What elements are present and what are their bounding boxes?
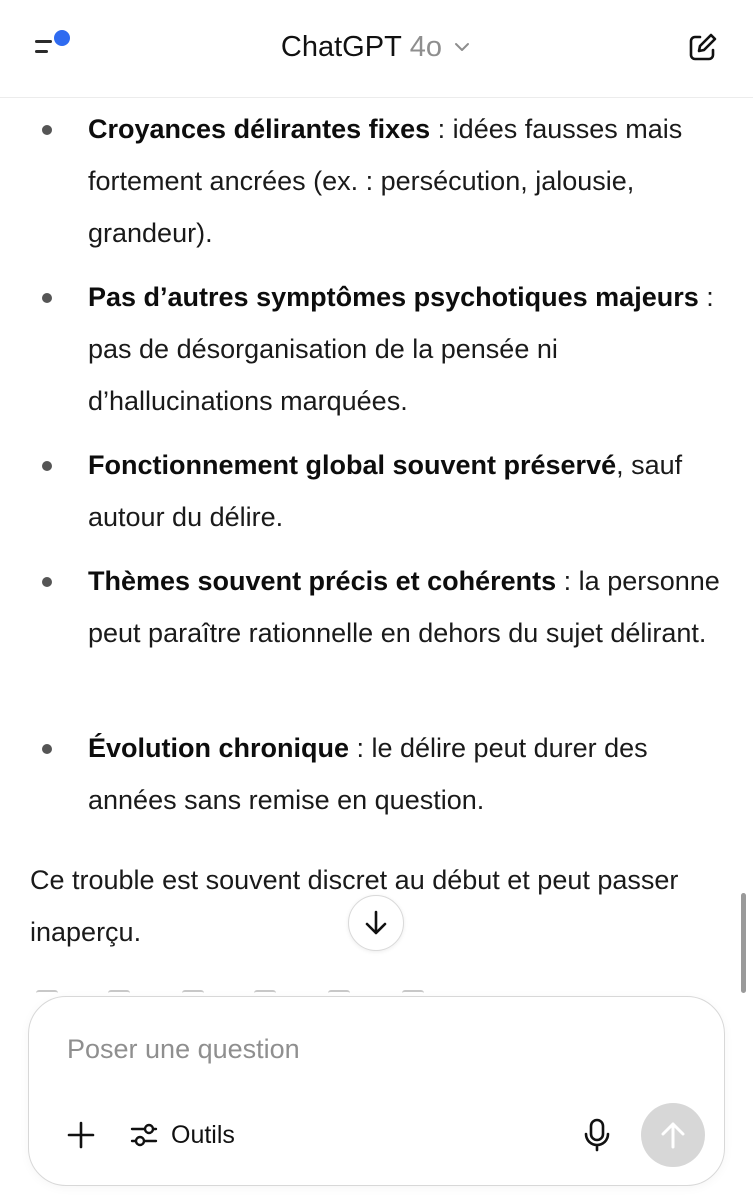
bullet-text: : le délire peut durer des années sans remise en question. (88, 733, 648, 815)
menu-line-icon (35, 50, 48, 53)
bullet-text: : idées fausses mais fortement ancrées (ex. : persécution, jalousie, grandeur). (88, 114, 683, 248)
top-bar (0, 0, 753, 98)
closing-paragraph: Ce trouble est souvent discret au début et peut passer inaperçu. (30, 865, 679, 947)
sliders-icon (129, 1120, 159, 1150)
scroll-to-bottom-button[interactable] (348, 895, 404, 951)
bullet-title: Thèmes souvent précis et cohérents (88, 566, 557, 596)
chevron-down-icon (452, 37, 472, 57)
list-item (88, 555, 728, 659)
bullet-icon (42, 293, 52, 303)
bullet-text: : pas de désorganisation de la pensée ni d’hallucinations marquées. (88, 282, 714, 416)
model-name: ChatGPT (280, 30, 402, 63)
tools-label: Outils (171, 1120, 235, 1149)
scrollbar[interactable] (741, 893, 746, 993)
bullet-text: : la personne peut paraître rationnelle en dehors du sujet délirant. (88, 566, 720, 648)
bullet-title: Fonctionnement global souvent préservé (88, 450, 617, 480)
bullet-icon (42, 125, 52, 135)
tools-button[interactable] (129, 1115, 235, 1155)
notification-dot-icon (54, 30, 70, 46)
list-item (88, 722, 728, 826)
list-item (88, 439, 728, 543)
model-version: 4o (409, 30, 443, 63)
bullet-icon (42, 577, 52, 587)
send-button[interactable] (641, 1103, 705, 1167)
bullet-title: Pas d’autres symptômes psychotiques majeurs (88, 282, 699, 312)
plus-icon[interactable] (65, 1119, 97, 1151)
arrow-up-icon (659, 1120, 687, 1150)
composer (28, 996, 725, 1186)
sidebar-menu-button[interactable] (30, 28, 74, 64)
prompt-input[interactable] (67, 1027, 667, 1071)
arrow-down-icon (363, 909, 389, 937)
bullet-icon (42, 744, 52, 754)
model-selector[interactable] (257, 26, 497, 68)
bullet-icon (42, 461, 52, 471)
list-item (88, 103, 728, 259)
new-chat-edit-icon[interactable] (684, 28, 722, 66)
bullet-text: , sauf autour du délire. (88, 450, 683, 532)
menu-line-icon (35, 40, 52, 43)
bullet-title: Évolution chronique (88, 733, 349, 763)
list-item (88, 271, 728, 427)
bullet-title: Croyances délirantes fixes (88, 114, 431, 144)
microphone-icon[interactable] (582, 1117, 612, 1153)
